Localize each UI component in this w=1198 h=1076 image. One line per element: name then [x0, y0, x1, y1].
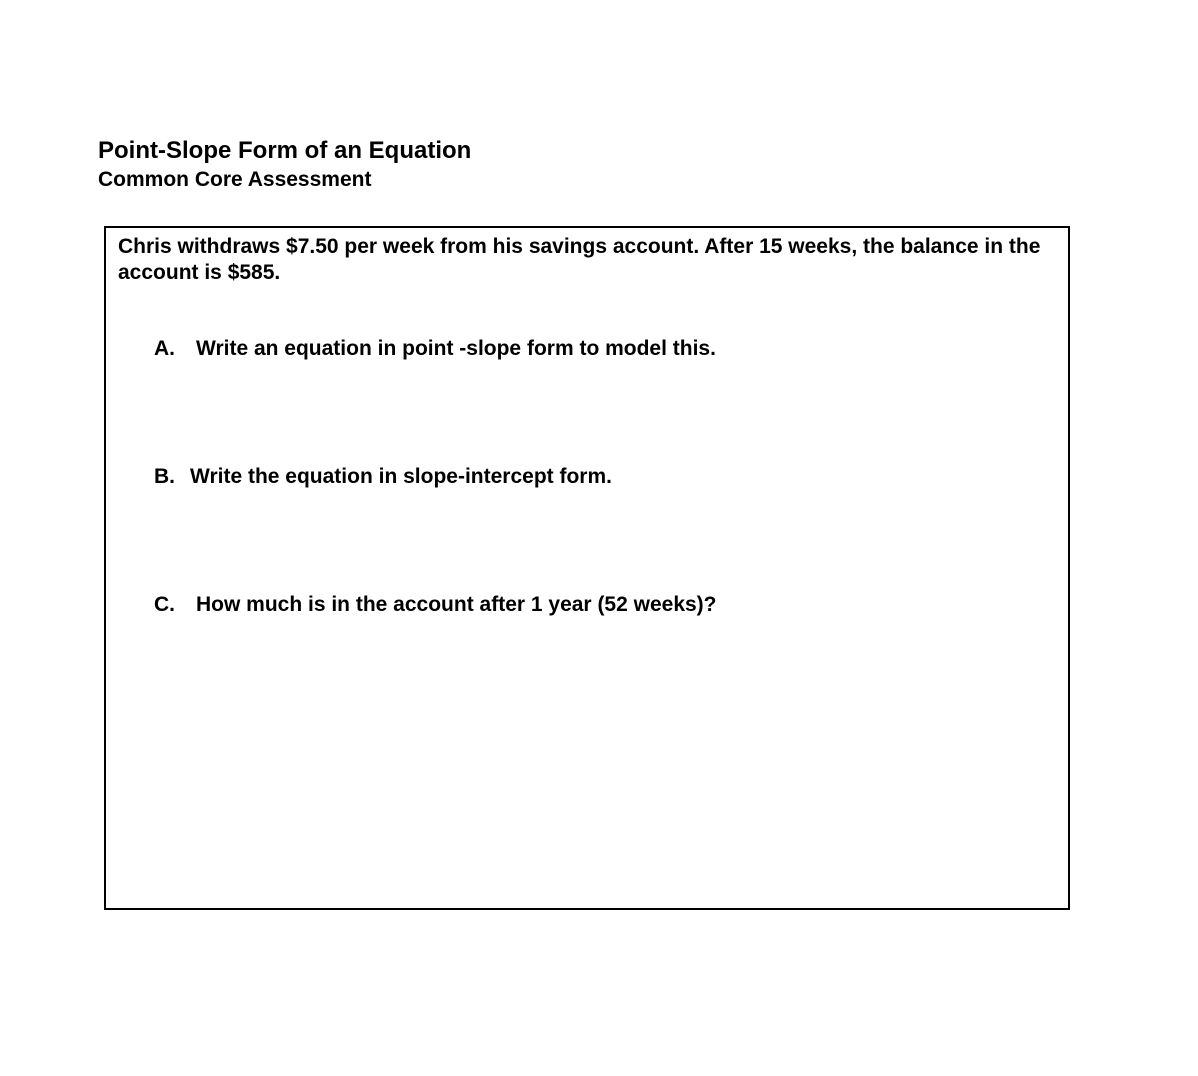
question-c [154, 592, 717, 618]
question-a-letter: A. [154, 337, 175, 360]
page-title: Point-Slope Form of an Equation [98, 137, 472, 164]
question-a [154, 336, 716, 362]
question-a-text: Write an equation in point -slope form to model this. [196, 337, 716, 360]
page-subtitle: Common Core Assessment [98, 168, 372, 191]
question-b-text: Write the equation in slope-intercept form. [190, 465, 612, 488]
question-b-letter: B. [154, 465, 175, 488]
question-c-letter: C. [154, 593, 175, 616]
problem-statement: Chris withdraws $7.50 per week from his savings account. After 15 weeks, the balance in the account is $585. [118, 235, 1041, 284]
problem-box [104, 226, 1070, 910]
worksheet-header [98, 136, 471, 194]
question-b [154, 464, 612, 490]
question-c-text: How much is in the account after 1 year (52 weeks)? [196, 593, 717, 616]
